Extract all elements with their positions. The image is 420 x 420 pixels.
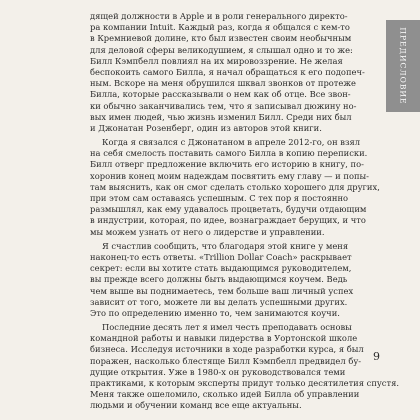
text-line: вых имен людей, чью жизнь изменил Билл. Среди них был — [90, 111, 352, 122]
text-line: мы можем узнать от него о лидерстве и управлении. — [90, 226, 325, 237]
page-number: 9 — [373, 350, 380, 363]
text-line: практиками, к которым эксперты придут только десятилетия спустя. — [90, 378, 400, 388]
paragraph-start-line: Когда я связался с Джонатаном в апреле 2012-го, он взял — [102, 137, 361, 148]
text-line: ным. Вскоре на меня обрушился шквал звонков от протеже — [90, 78, 356, 89]
text-line: беспокоить самого Билла, я начал обращаться к его подопеч- — [90, 66, 365, 77]
section-tab — [386, 20, 420, 112]
text-line: Билла, которые рассказывали о нем как об отце. Все звон- — [90, 89, 351, 100]
text-line: и Джонатан Розенберг, один из авторов этой книги. — [90, 122, 322, 133]
text-line: Билл отверг предложение включить его историю в книгу, по- — [90, 159, 364, 170]
text-line: поражен, насколько блестяще Билл Кэмпбелл предвидел бу- — [90, 355, 362, 366]
text-line: бизнеса. Исследуя источники в ходе разработки курса, я был — [90, 344, 364, 355]
text-line: ра компании Intuit. Каждый раз, когда я общался с кем-то — [90, 22, 350, 33]
text-line: дущие открытия. Уже в 1980-х он руководствовался теми — [90, 366, 346, 377]
paragraph-start-line: Последние десять лет я имел честь преподавать основы — [102, 322, 352, 333]
text-line: Билл Кэмпбелл повлиял на их мировоззрение. Не желая — [90, 55, 343, 66]
text-line: зависит от того, можете ли вы делать успешными других. — [90, 296, 348, 307]
text-line: наконец-то есть ответы. «Trillion Dollar Coach» раскрывает — [90, 251, 352, 262]
text-line: в индустрии, которая, по идее, вознаграждает берущих, и что — [90, 215, 366, 226]
text-line: там выяснить, как он смог сделать столько хорошего для других, — [90, 181, 380, 192]
text-line: дящей должности в Apple и в роли генерального директо- — [90, 11, 348, 21]
paragraph-start-line: Я счастлив сообщить, что благодаря этой книге у меня — [102, 240, 349, 251]
section-tab-label: ПРЕДИСЛОВИЕ — [398, 27, 408, 105]
text-line: вы прежде всего должны быть выдающимся коучем. Ведь — [90, 274, 348, 285]
text-line: секрет: если вы хотите стать выдающимся руководителем, — [90, 263, 352, 274]
text-line: ки обычно заканчивались тем, что я записывал дюжину но- — [90, 100, 357, 111]
text-line: Это по определению именно то, чем занимаются коучи. — [90, 307, 340, 318]
text-line: командной работы и навыки лидерства в Уортонской школе — [90, 333, 358, 344]
text-line: на себя смелость поставить самого Билла в копию переписки. — [90, 148, 368, 159]
text-line: Меня также ошеломило, сколько идей Билла об управлении — [90, 389, 360, 400]
body-text — [90, 11, 400, 412]
text-line: чем выше вы поднимаетесь, тем больше ваш личный успех — [90, 285, 354, 296]
text-line: при этом сам оставаясь успешным. С тех пор я постоянно — [90, 193, 349, 203]
text-line: людьми и обучении команд все еще актуальны. — [90, 400, 302, 411]
text-line: для деловой сферы великодушием, я слышал одно и то же: — [90, 44, 353, 55]
text-line: в Кремниевой долине, кто был известен своим необычным — [90, 33, 352, 44]
text-line: размышлял, как ему удавалось процветать, будучи отдающим — [90, 204, 367, 215]
text-line: хоронив конец моим надеждам посвятить ему главу — и попы- — [90, 170, 369, 181]
